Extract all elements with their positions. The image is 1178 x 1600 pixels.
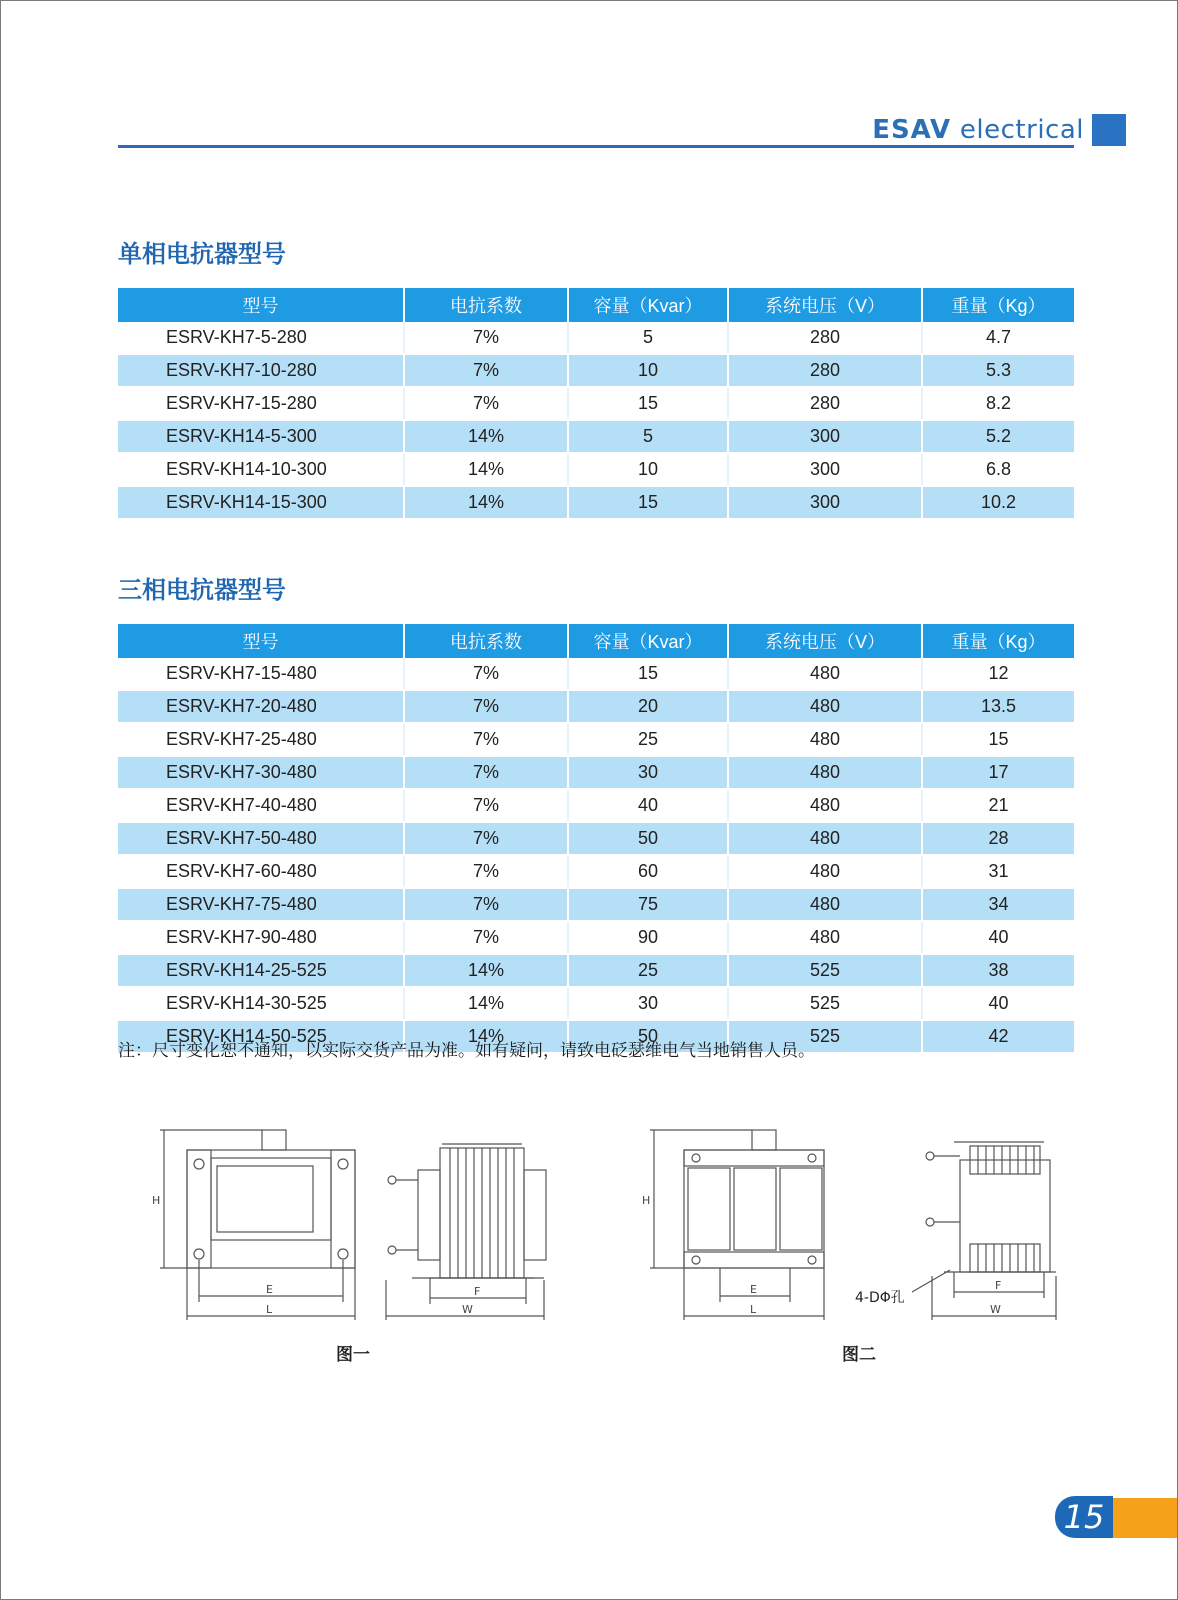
table-cell: 7% [404, 690, 568, 723]
table-cell: 14% [404, 954, 568, 987]
column-header: 重量（Kg） [922, 288, 1074, 322]
model-cell: ESRV-KH14-50-525 [118, 1020, 404, 1053]
table-cell: 7% [404, 921, 568, 954]
table-cell: 14% [404, 1020, 568, 1053]
table-row [118, 322, 1074, 354]
table-row [118, 888, 1074, 921]
table-row [118, 789, 1074, 822]
table-cell: 480 [728, 690, 922, 723]
table-cell: 7% [404, 387, 568, 420]
fig2-dim-e: E [750, 1283, 757, 1296]
table-cell: 15 [568, 486, 728, 519]
table-cell: 7% [404, 822, 568, 855]
table-cell: 300 [728, 486, 922, 519]
table-cell: 5 [568, 322, 728, 354]
model-cell: ESRV-KH7-50-480 [118, 822, 404, 855]
fig2-dim-w: W [990, 1303, 1001, 1316]
fig1-dim-f: F [474, 1285, 481, 1298]
table-cell: 480 [728, 921, 922, 954]
fig1-dim-w: W [462, 1303, 473, 1316]
brand-logo [872, 112, 1126, 148]
figure-1-caption: 图一 [336, 1345, 370, 1365]
column-header: 容量（Kvar） [568, 624, 728, 658]
three-phase-title: 三相电抗器型号 [118, 577, 286, 604]
table-cell: 40 [922, 987, 1074, 1020]
table-cell: 40 [568, 789, 728, 822]
column-header: 容量（Kvar） [568, 288, 728, 322]
table-cell: 6.8 [922, 453, 1074, 486]
table-row [118, 354, 1074, 387]
table-cell: 30 [568, 756, 728, 789]
table-cell: 280 [728, 322, 922, 354]
table-row [118, 453, 1074, 486]
table-header-row [118, 288, 1074, 322]
table-cell: 480 [728, 888, 922, 921]
table-cell: 4.7 [922, 322, 1074, 354]
table-cell: 30 [568, 987, 728, 1020]
single-phase-title: 单相电抗器型号 [118, 241, 286, 268]
table-cell: 480 [728, 723, 922, 756]
table-cell: 14% [404, 420, 568, 453]
fig1-dim-l: L [266, 1303, 273, 1316]
model-cell: ESRV-KH14-25-525 [118, 954, 404, 987]
column-header: 型号 [118, 288, 404, 322]
table-cell: 15 [568, 658, 728, 690]
table-cell: 34 [922, 888, 1074, 921]
fig2-dim-h: H [642, 1194, 651, 1207]
table-cell: 300 [728, 453, 922, 486]
table-cell: 5.2 [922, 420, 1074, 453]
table-row [118, 756, 1074, 789]
table-row [118, 822, 1074, 855]
model-cell: ESRV-KH7-30-480 [118, 756, 404, 789]
column-header: 系统电压（V） [728, 624, 922, 658]
table-cell: 14% [404, 486, 568, 519]
table-cell: 20 [568, 690, 728, 723]
column-header: 电抗系数 [404, 288, 568, 322]
table-cell: 7% [404, 322, 568, 354]
table-cell: 50 [568, 822, 728, 855]
table-cell: 90 [568, 921, 728, 954]
table-row [118, 855, 1074, 888]
fig2-dim-f: F [995, 1279, 1002, 1292]
table-header-row [118, 624, 1074, 658]
column-header: 电抗系数 [404, 624, 568, 658]
table-cell: 5 [568, 420, 728, 453]
table-cell: 25 [568, 954, 728, 987]
table-row [118, 921, 1074, 954]
brand-wordmark: ESAV electrical [872, 115, 1084, 145]
table-cell: 10 [568, 354, 728, 387]
table-row [118, 658, 1074, 690]
table-cell: 525 [728, 1020, 922, 1053]
column-header: 重量（Kg） [922, 624, 1074, 658]
table-cell: 13.5 [922, 690, 1074, 723]
table-cell: 7% [404, 756, 568, 789]
table-cell: 7% [404, 723, 568, 756]
table-cell: 25 [568, 723, 728, 756]
brand-square-icon [1092, 114, 1126, 146]
table-cell: 480 [728, 855, 922, 888]
table-row [118, 987, 1074, 1020]
table-cell: 7% [404, 855, 568, 888]
table-cell: 15 [922, 723, 1074, 756]
table-row [118, 954, 1074, 987]
fig1-dim-e: E [266, 1283, 273, 1296]
table-cell: 12 [922, 658, 1074, 690]
model-cell: ESRV-KH14-10-300 [118, 453, 404, 486]
table-cell: 28 [922, 822, 1074, 855]
table-cell: 480 [728, 756, 922, 789]
model-cell: ESRV-KH7-60-480 [118, 855, 404, 888]
table-row [118, 723, 1074, 756]
column-header: 系统电压（V） [728, 288, 922, 322]
table-cell: 280 [728, 387, 922, 420]
table-row [118, 420, 1074, 453]
table-cell: 480 [728, 822, 922, 855]
table-cell: 10 [568, 453, 728, 486]
table-cell: 280 [728, 354, 922, 387]
model-cell: ESRV-KH7-40-480 [118, 789, 404, 822]
single-phase-table [118, 288, 1074, 520]
table-cell: 38 [922, 954, 1074, 987]
model-cell: ESRV-KH7-15-280 [118, 387, 404, 420]
model-cell: ESRV-KH7-25-480 [118, 723, 404, 756]
table-row [118, 387, 1074, 420]
model-cell: ESRV-KH7-20-480 [118, 690, 404, 723]
model-cell: ESRV-KH7-10-280 [118, 354, 404, 387]
column-header: 型号 [118, 624, 404, 658]
table-cell: 75 [568, 888, 728, 921]
table-cell: 7% [404, 789, 568, 822]
model-cell: ESRV-KH7-75-480 [118, 888, 404, 921]
table-cell: 31 [922, 855, 1074, 888]
model-cell: ESRV-KH14-5-300 [118, 420, 404, 453]
fig2-hole-label: 4-DΦ孔 [855, 1290, 905, 1306]
table-cell: 480 [728, 789, 922, 822]
table-cell: 7% [404, 888, 568, 921]
model-cell: ESRV-KH14-15-300 [118, 486, 404, 519]
three-phase-table [118, 624, 1074, 1054]
table-cell: 42 [922, 1020, 1074, 1053]
figure-2-drawing [640, 1120, 1080, 1330]
table-cell: 7% [404, 658, 568, 690]
fig2-dim-l: L [750, 1303, 757, 1316]
table-cell: 525 [728, 987, 922, 1020]
model-cell: ESRV-KH7-5-280 [118, 322, 404, 354]
figure-1-drawing [150, 1120, 570, 1330]
figure-2-caption: 图二 [842, 1345, 876, 1365]
page-number: 15 [1055, 1496, 1113, 1538]
table-cell: 21 [922, 789, 1074, 822]
table-cell: 60 [568, 855, 728, 888]
table-cell: 50 [568, 1020, 728, 1053]
table-cell: 10.2 [922, 486, 1074, 519]
table-cell: 14% [404, 987, 568, 1020]
table-row [118, 486, 1074, 519]
table-cell: 17 [922, 756, 1074, 789]
table-cell: 480 [728, 658, 922, 690]
table-cell: 8.2 [922, 387, 1074, 420]
footer-orange-bar [1113, 1498, 1177, 1538]
table-cell: 15 [568, 387, 728, 420]
disclaimer-note: 注：尺寸变化恕不通知，以实际交货产品为准。如有疑问，请致电砭瑟维电气当地销售人员。 [118, 1041, 815, 1061]
model-cell: ESRV-KH7-90-480 [118, 921, 404, 954]
table-cell: 5.3 [922, 354, 1074, 387]
table-cell: 7% [404, 354, 568, 387]
model-cell: ESRV-KH7-15-480 [118, 658, 404, 690]
fig1-frame [187, 1150, 355, 1268]
table-row [118, 690, 1074, 723]
table-cell: 525 [728, 954, 922, 987]
fig1-dim-h: H [152, 1194, 161, 1207]
table-cell: 300 [728, 420, 922, 453]
model-cell: ESRV-KH14-30-525 [118, 987, 404, 1020]
header-rule [118, 145, 1074, 148]
table-cell: 40 [922, 921, 1074, 954]
table-cell: 14% [404, 453, 568, 486]
